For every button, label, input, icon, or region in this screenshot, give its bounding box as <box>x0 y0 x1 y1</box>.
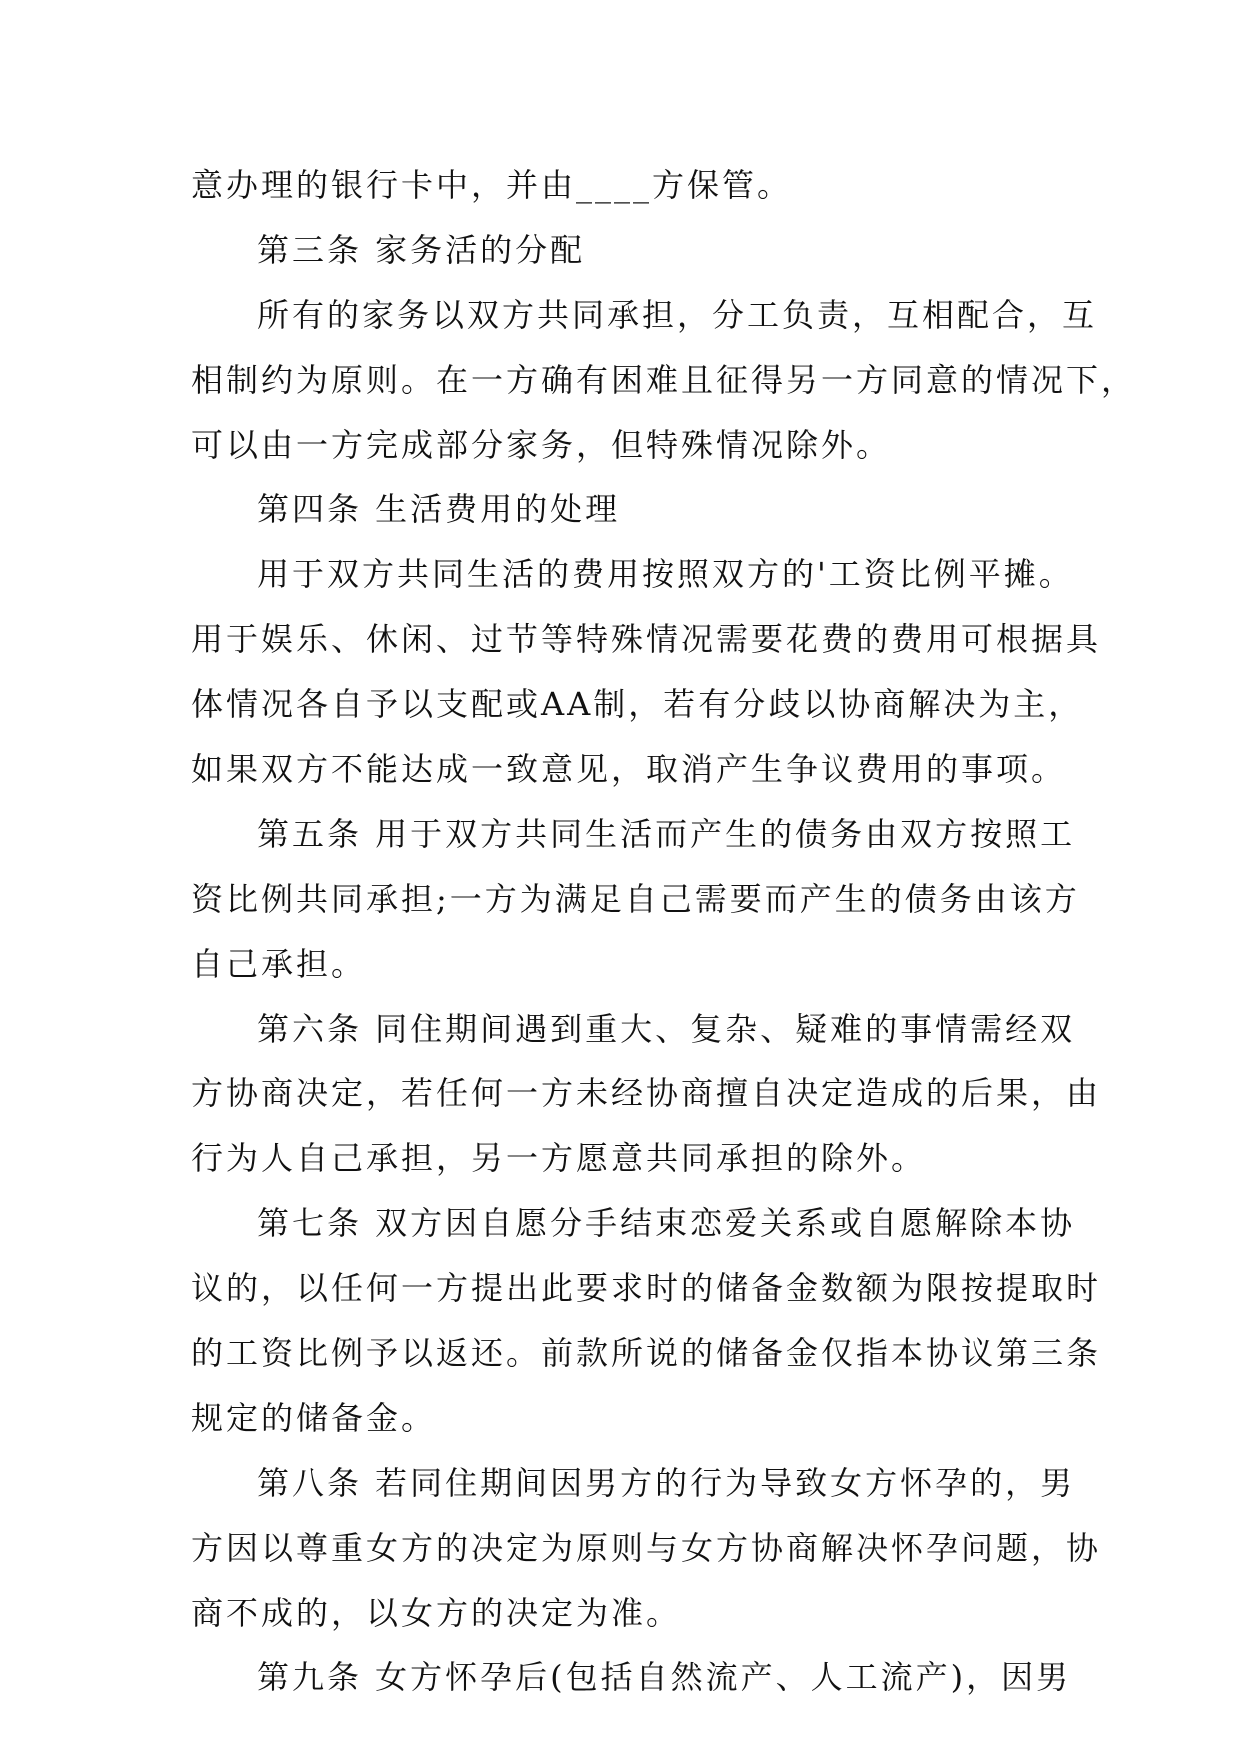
text-line: 所有的家务以双方共同承担，分工负责，互相配合，互 <box>257 295 1098 334</box>
text-line: 议的，以任何一方提出此要求时的储备金数额为限按提取时 <box>191 1269 1102 1308</box>
text-line: 方协商决定，若任何一方未经协商擅自决定造成的后果，由 <box>191 1074 1102 1113</box>
article-5-line: 第五条 用于双方共同生活而产生的债务由双方按照工 <box>257 814 1076 853</box>
text-line: 自己承担。 <box>191 944 367 983</box>
text-line: 方因以尊重女方的决定为原则与女方协商解决怀孕问题，协 <box>191 1528 1102 1567</box>
article-6-line: 第六条 同住期间遇到重大、复杂、疑难的事情需经双 <box>257 1009 1076 1048</box>
article-heading-3: 第三条 家务活的分配 <box>257 230 586 269</box>
text-line: 的工资比例予以返还。前款所说的储备金仅指本协议第三条 <box>191 1334 1102 1373</box>
article-heading-4: 第四条 生活费用的处理 <box>257 490 621 529</box>
text-line: 用于双方共同生活的费用按照双方的'工资比例平摊。 <box>257 555 1074 594</box>
text-line: 如果双方不能达成一致意见，取消产生争议费用的事项。 <box>191 750 1067 789</box>
article-8-line: 第八条 若同住期间因男方的行为导致女方怀孕的，男 <box>257 1463 1076 1502</box>
text-line: 行为人自己承担，另一方愿意共同承担的除外。 <box>191 1139 927 1178</box>
article-9-line: 第九条 女方怀孕后(包括自然流产、人工流产)，因男 <box>257 1658 1072 1697</box>
text-line: 体情况各自予以支配或AA制，若有分歧以协商解决为主， <box>191 685 1084 724</box>
text-line: 可以由一方完成部分家务，但特殊情况除外。 <box>191 425 892 464</box>
document-body <box>191 153 1137 1710</box>
text-line: 规定的储备金。 <box>191 1398 437 1437</box>
text-line: 用于娱乐、休闲、过节等特殊情况需要花费的费用可根据具 <box>191 620 1102 659</box>
text-line: 资比例共同承担;一方为满足自己需要而产生的债务由该方 <box>191 879 1080 918</box>
text-line: 相制约为原则。在一方确有困难且征得另一方同意的情况下， <box>191 360 1137 399</box>
text-line: 商不成的，以女方的决定为准。 <box>191 1593 682 1632</box>
article-7-line: 第七条 双方因自愿分手结束恋爱关系或自愿解除本协 <box>257 1204 1076 1243</box>
text-line: 意办理的银行卡中，并由____方保管。 <box>191 166 793 204</box>
